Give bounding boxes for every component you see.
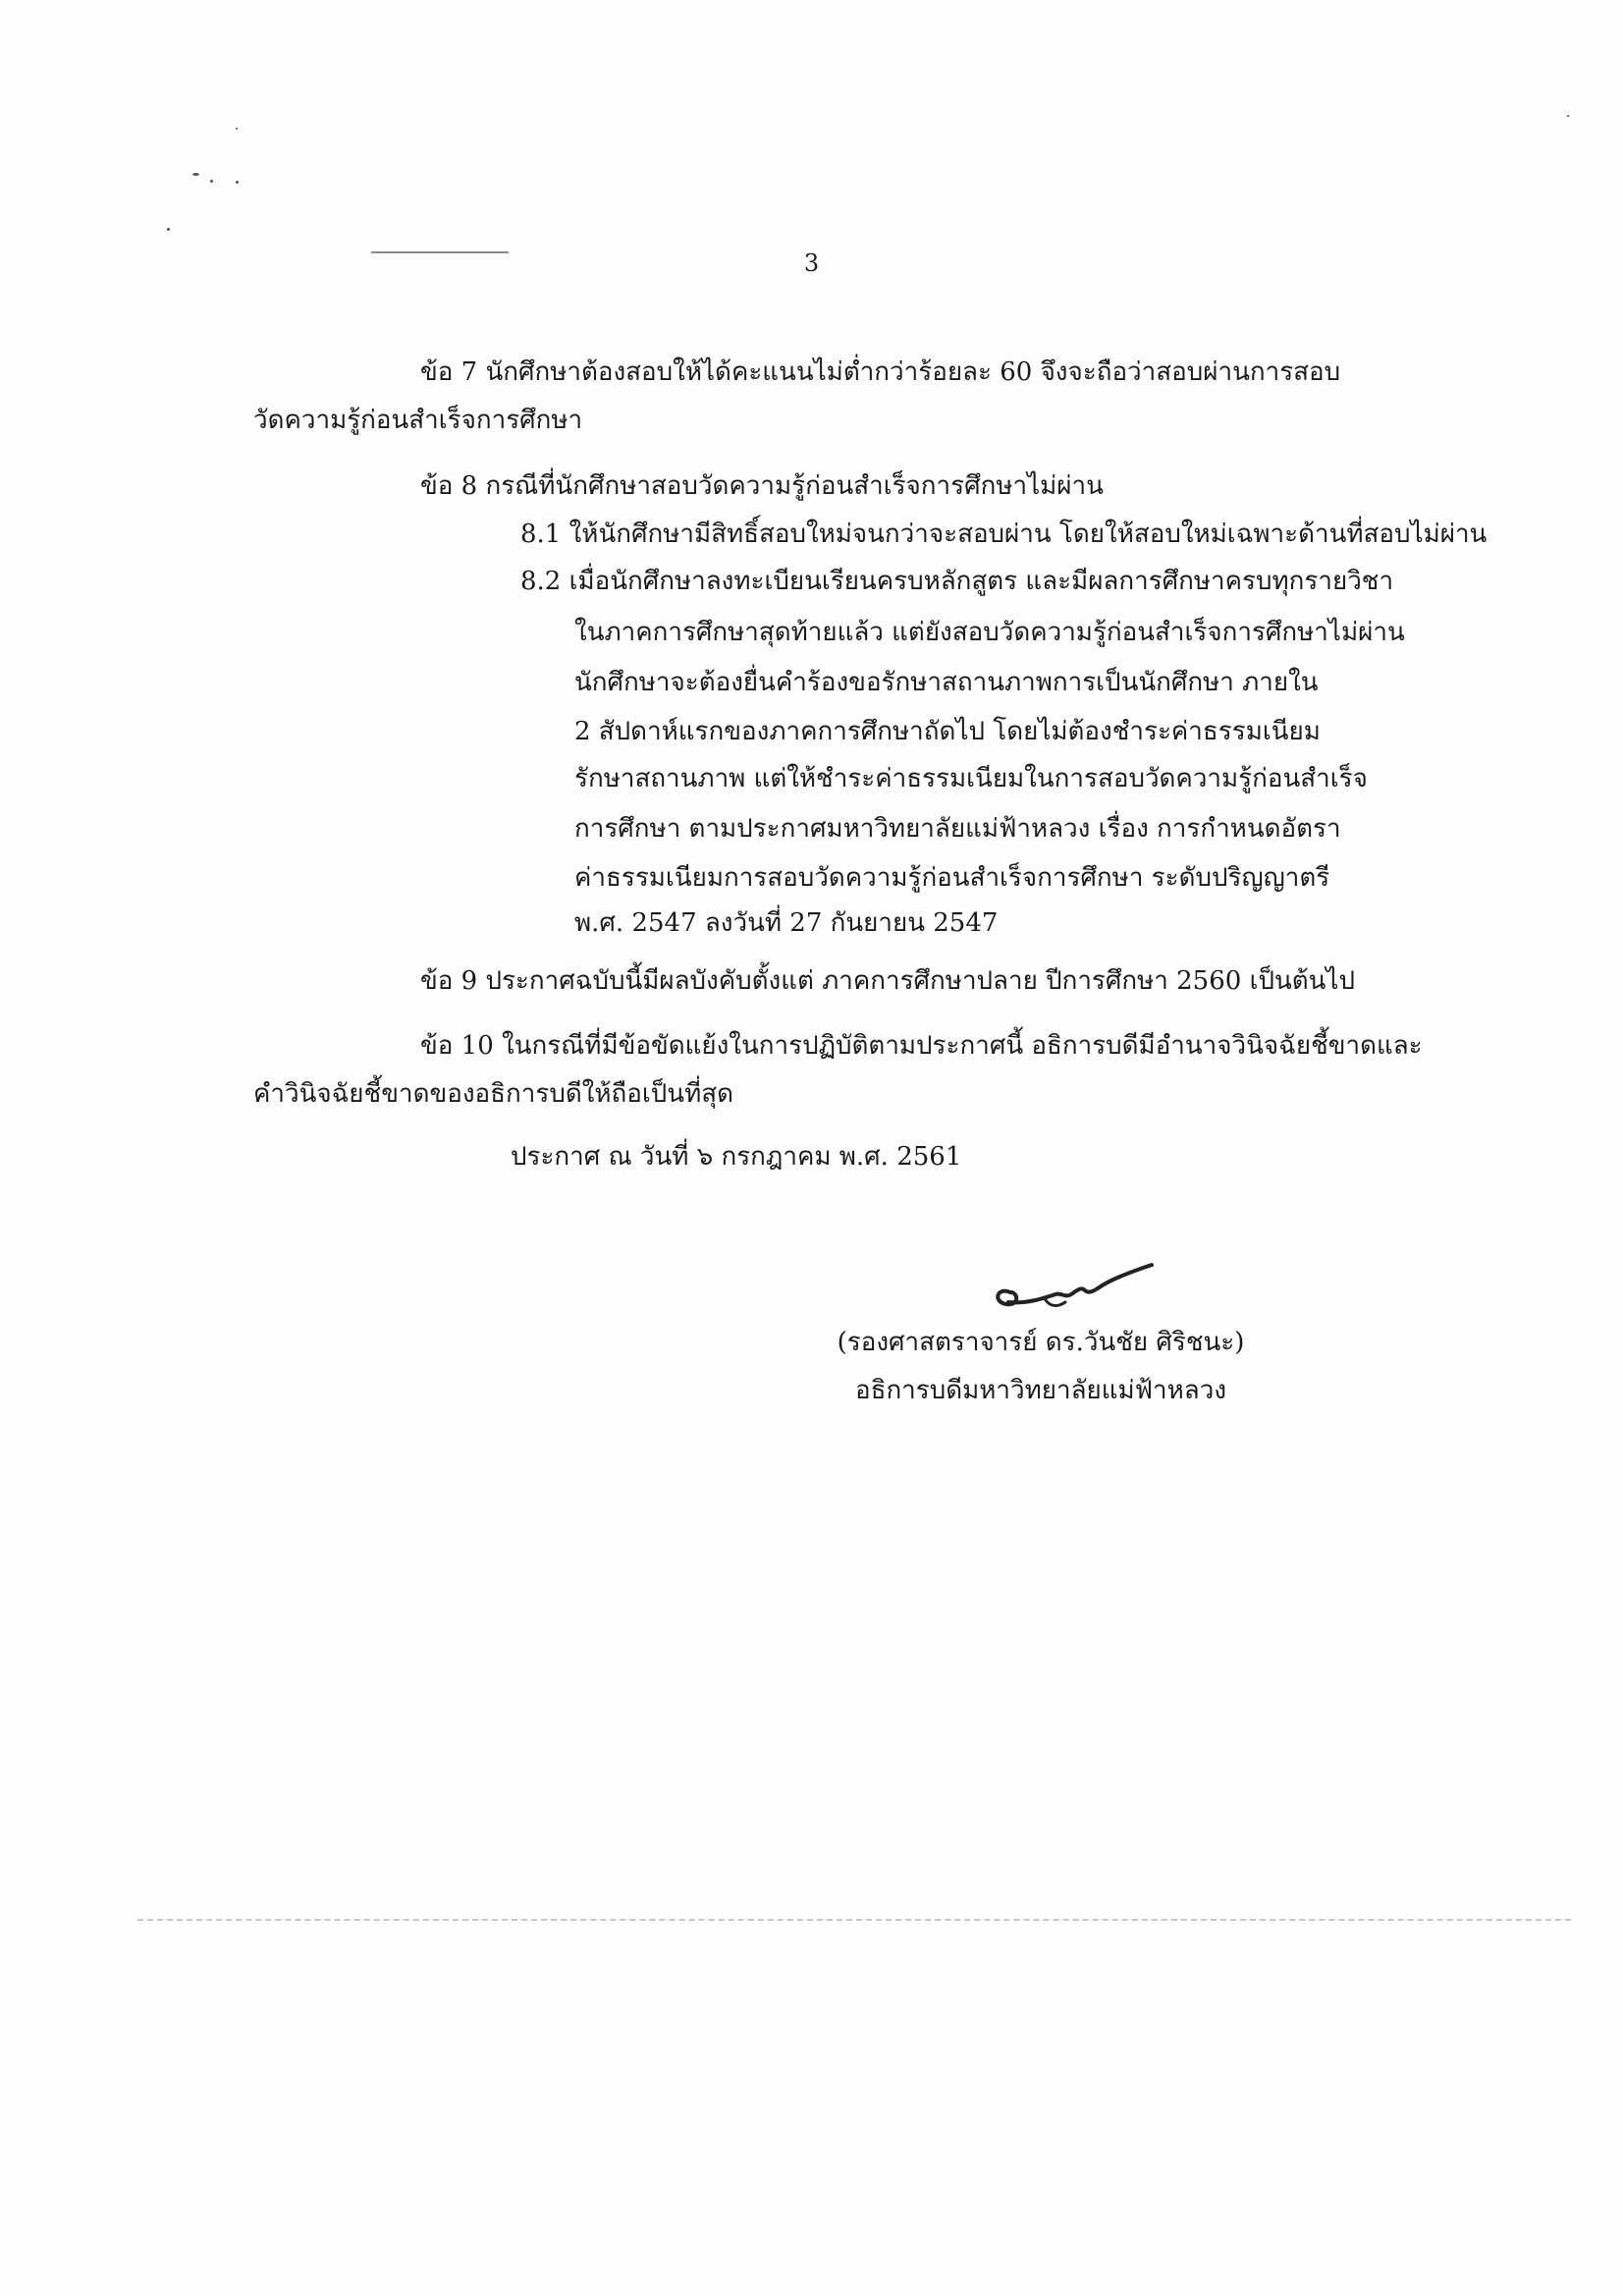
announcement-date: ประกาศ ณ วันที่ ๖ กรกฎาคม พ.ศ. 2561 [511, 1142, 962, 1172]
clause-8-item-1: 8.1 ให้นักศึกษามีสิทธิ์สอบใหม่จนกว่าจะสอบผ่าน โดยให้สอบใหม่เฉพาะด้านที่สอบไม่ผ่าน [520, 519, 1488, 549]
page-number: 3 [803, 249, 820, 277]
clause-8-heading: ข้อ 8 กรณีที่นักศึกษาสอบวัดความรู้ก่อนสำเร็จการศึกษาไม่ผ่าน [420, 471, 1104, 501]
clause-8-item-2-line-5: รักษาสถานภาพ แต่ให้ชำระค่าธรรมเนียมในการสอบวัดความรู้ก่อนสำเร็จ [574, 764, 1368, 793]
clause-7-line-2: วัดความรู้ก่อนสำเร็จการศึกษา [253, 406, 583, 435]
scan-speck [210, 180, 213, 183]
clause-8-item-2-line-4: 2 สัปดาห์แรกของภาคการศึกษาถัดไป โดยไม่ต้องชำระค่าธรรมเนียม [574, 717, 1321, 746]
signer-name: (รองศาสตราจารย์ ดร.วันชัย ศิริชนะ) [837, 1328, 1245, 1357]
scan-speck [167, 228, 170, 231]
clause-8-item-2-line-6: การศึกษา ตามประกาศมหาวิทยาลัยแม่ฟ้าหลวง เรื่อง การกำหนดอัตรา [574, 814, 1341, 844]
scan-fold-line [137, 1919, 1571, 1921]
signer-title: อธิการบดีมหาวิทยาลัยแม่ฟ้าหลวง [854, 1376, 1227, 1405]
clause-8-item-2-line-7: ค่าธรรมเนียมการสอบวัดความรู้ก่อนสำเร็จการศึกษา ระดับปริญญาตรี [574, 863, 1330, 893]
scan-speck [192, 173, 199, 176]
clause-9-line-1: ข้อ 9 ประกาศฉบับนี้มีผลบังคับตั้งแต่ ภาคการศึกษาปลาย ปีการศึกษา 2560 เป็นต้นไป [420, 966, 1355, 996]
handwritten-signature [987, 1247, 1159, 1326]
clause-8-item-2-line-2: ในภาคการศึกษาสุดท้ายแล้ว แต่ยังสอบวัดความรู้ก่อนสำเร็จการศึกษาไม่ผ่าน [574, 618, 1405, 647]
clause-8-item-2-line-3: นักศึกษาจะต้องยื่นคำร้องขอรักษาสถานภาพการเป็นนักศึกษา ภายใน [574, 668, 1319, 697]
clause-8-item-2-line-8: พ.ศ. 2547 ลงวันที่ 27 กันยายน 2547 [574, 908, 999, 938]
clause-8-item-2-line-1: 8.2 เมื่อนักศึกษาลงทะเบียนเรียนครบหลักสูตร และมีผลการศึกษาครบทุกรายวิชา [520, 567, 1394, 596]
clause-7-line-1: ข้อ 7 นักศึกษาต้องสอบให้ได้คะแนนไม่ต่ำกว่าร้อยละ 60 จึงจะถือว่าสอบผ่านการสอบ [420, 357, 1341, 387]
scan-speck [1567, 115, 1569, 117]
scan-speck [236, 181, 239, 184]
scan-speck [236, 128, 238, 130]
clause-10-line-2: คำวินิจฉัยชี้ขาดของอธิการบดีให้ถือเป็นที่สุด [253, 1079, 733, 1109]
clause-10-line-1: ข้อ 10 ในกรณีที่มีข้อขัดแย้งในการปฏิบัติตามประกาศนี้ อธิการบดีมีอำนาจวินิจฉัยชี้ขาดและ [420, 1031, 1423, 1061]
